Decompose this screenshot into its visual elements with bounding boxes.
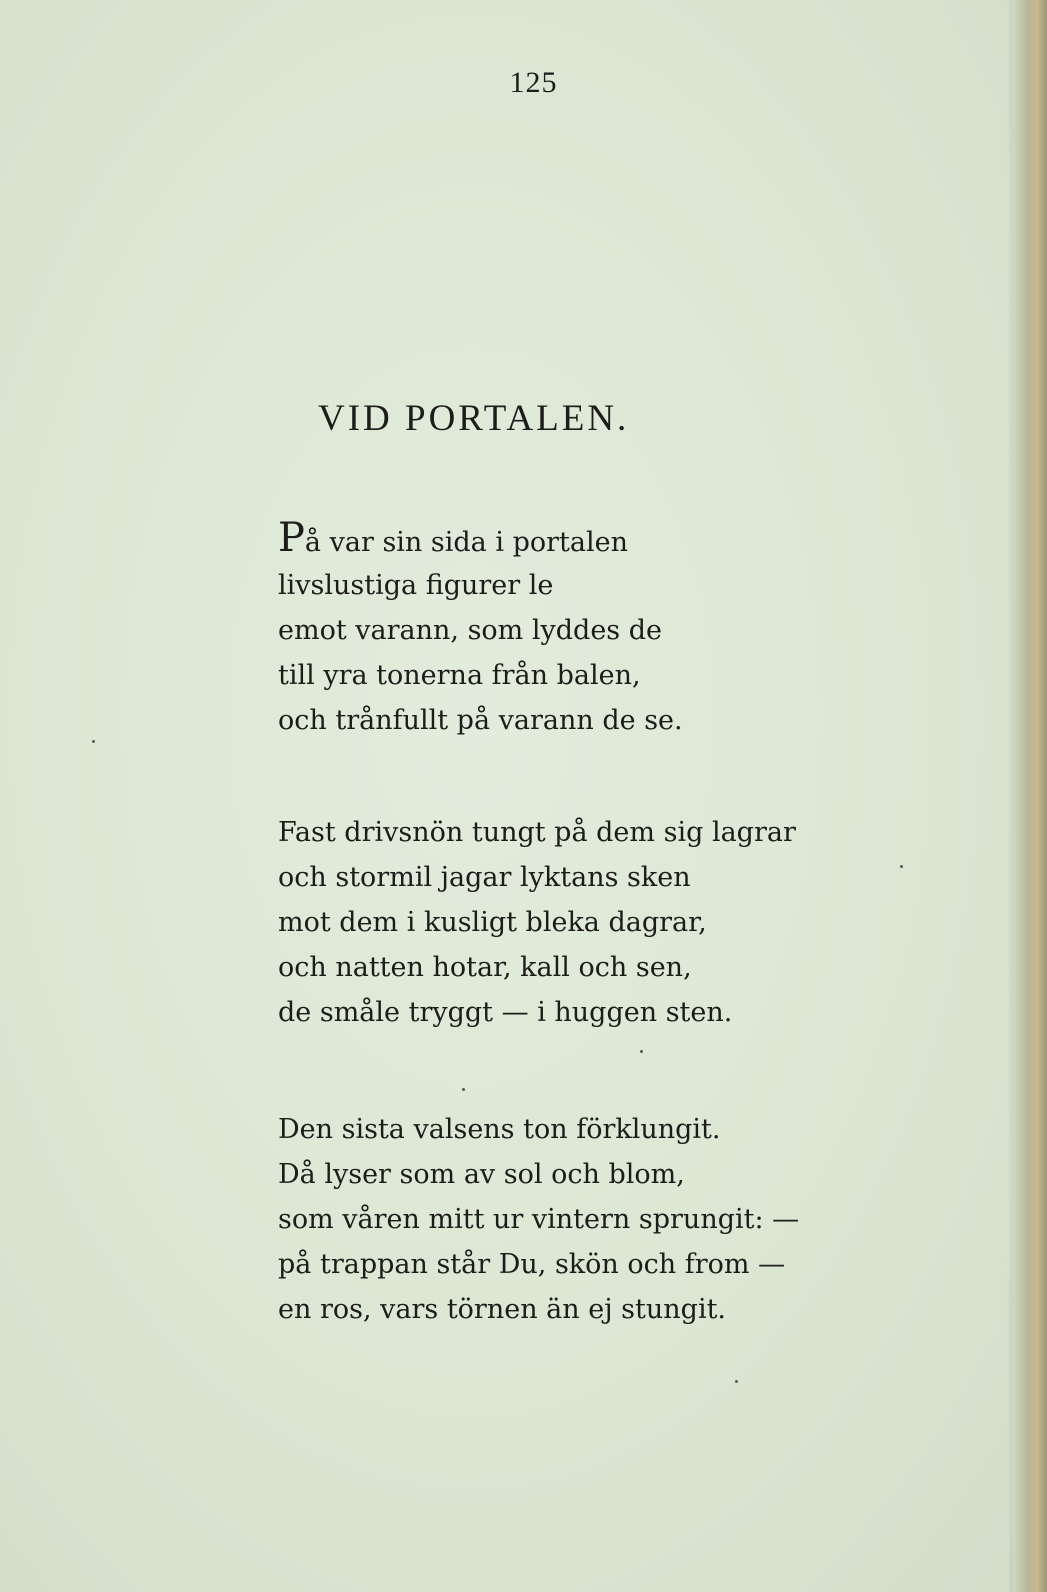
poem-line: emot varann, som lyddes de: [278, 615, 662, 646]
poem-line: de småle tryggt — i huggen sten.: [278, 997, 733, 1028]
first-line-text: å var sin sida i portalen: [304, 527, 628, 558]
poem-line: en ros, vars törnen än ej stungit.: [278, 1294, 727, 1325]
drop-cap: P: [278, 515, 305, 561]
poem-line: mot dem i kusligt bleka dagrar,: [278, 907, 707, 938]
poem-line: Då lyser som av sol och blom,: [278, 1159, 685, 1190]
stanza-3: [278, 1107, 799, 1332]
paper-speck: [92, 740, 95, 743]
page-edge: [1013, 0, 1047, 1592]
stanza-1: [278, 515, 683, 743]
poem-line: [278, 515, 683, 563]
poem-line: som våren mitt ur vintern sprungit: —: [278, 1204, 800, 1235]
paper-speck: [900, 865, 903, 868]
poem-line: och natten hotar, kall och sen,: [278, 952, 692, 983]
paper-speck: [640, 1050, 643, 1053]
paper-speck: [462, 1088, 465, 1091]
poem-line: Den sista valsens ton förklungit.: [278, 1114, 721, 1145]
poem-title: VID PORTALEN.: [318, 398, 630, 439]
poem-line: på trappan står Du, skön och from —: [278, 1249, 786, 1280]
poem-line: till yra tonerna från balen,: [278, 660, 641, 691]
paper-speck: [735, 1380, 738, 1383]
stanza-2: [278, 810, 796, 1035]
poem-line: livslustiga figurer le: [278, 570, 554, 601]
page-number: 125: [509, 66, 558, 99]
poem-line: och trånfullt på varann de se.: [278, 705, 683, 736]
poem-line: Fast drivsnön tungt på dem sig lagrar: [278, 817, 796, 848]
poem-line: och stormil jagar lyktans sken: [278, 862, 691, 893]
